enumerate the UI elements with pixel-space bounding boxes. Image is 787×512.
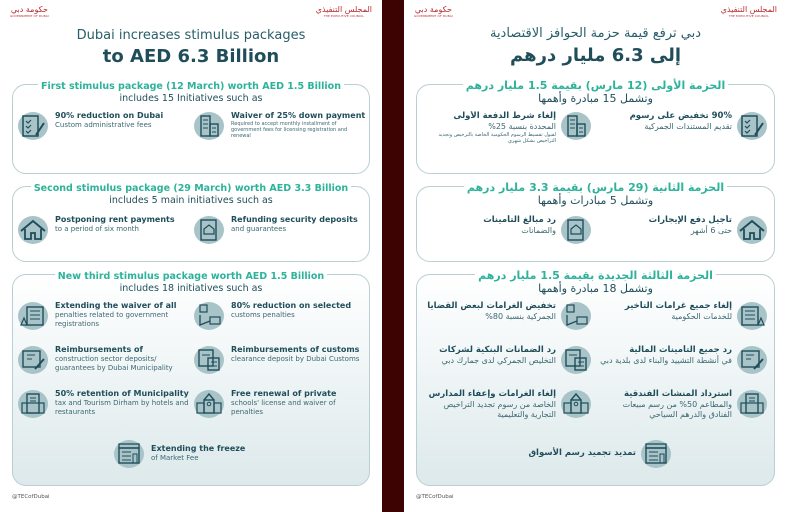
initiative-title: استرداد المنشآت الفندقية (623, 389, 732, 399)
initiative-item (193, 389, 367, 429)
panel-divider (382, 0, 404, 512)
twitter-handle: @TECofDubai (416, 494, 454, 500)
signed-certificate-icon (736, 345, 770, 375)
logo-en-text: THE EXECUTIVE COUNCIL (728, 14, 770, 19)
initiative-title: 90% تخفيض على رسوم (629, 111, 732, 121)
school-icon (193, 389, 227, 419)
page-title: دبي ترفع قيمة حزمة الحوافز الاقتصادية (489, 26, 702, 41)
initiative-title: رد مبالغ التأمينات (483, 215, 556, 225)
initiative-desc: customs penalties (231, 311, 295, 319)
initiative-item (504, 439, 674, 473)
initiative-desc: construction sector deposits/ guarantees by Dubai Municipality (55, 355, 173, 372)
package-card-first (416, 79, 775, 174)
customs-officer-icon (193, 301, 227, 331)
signed-certificate-icon (17, 345, 51, 375)
executive-council-logo (316, 6, 372, 19)
initiative-desc: clearance deposit by Dubai Customs (231, 355, 360, 363)
package-subheading: وتشمل 18 مبادرة وأهمها (538, 282, 653, 295)
package-subheading: includes 15 Initiatives such as (119, 93, 263, 104)
package-heading: الحزمة الثالثة الجديدة بقيمة 1.5 مليار درهم (475, 269, 716, 282)
initiative-item (17, 389, 189, 429)
initiative-title: Postponing rent payments (55, 215, 175, 224)
initiative-title: تأجيل دفع الإيجارات (648, 215, 732, 225)
customs-clearance-icon (560, 345, 594, 375)
customs-clearance-icon (193, 345, 227, 375)
initiative-title: تمديد تجميد رسم الأسواق (528, 448, 636, 458)
market-stall-icon (640, 439, 674, 469)
package-subheading: وتشمل 15 مبادرة وأهمها (538, 92, 653, 105)
house-deposit-icon (560, 215, 594, 245)
initiative-item (113, 439, 283, 473)
twitter-handle: @TECofDubai (12, 494, 50, 500)
registration-document-icon (17, 301, 51, 331)
initiative-desc: of Market Fee (151, 454, 199, 462)
initiative-title: Refunding security deposits (231, 215, 358, 224)
initiative-item (420, 345, 594, 385)
initiative-desc: حتى 6 أشهر (690, 226, 732, 235)
page-title-amount: إلى 6.3 مليار درهم (510, 45, 681, 66)
package-heading: الحزمة الأولى (12 مارس) بقيمة 1.5 مليار درهم (463, 79, 728, 92)
initiative-title: Free renewal of private (231, 389, 337, 398)
initiative-title: 50% retention of Municipality (55, 389, 189, 398)
initiative-item (17, 301, 189, 341)
initiative-desc: التخليص الجمركي لدى جمارك دبي (441, 356, 556, 365)
initiative-desc: والضمانات (521, 226, 556, 235)
government-of-dubai-logo (10, 6, 49, 19)
government-of-dubai-logo (414, 6, 453, 19)
market-stall-icon (113, 439, 147, 469)
logo-ar-text: المجلس التنفيذي (720, 5, 777, 14)
package-heading: الحزمة الثانية (29 مارس) بقيمة 3.3 مليار درهم (464, 181, 727, 194)
office-building-icon (560, 111, 594, 141)
house-deposit-icon (193, 215, 227, 245)
initiative-desc: تقديم المستندات الجمركية (644, 122, 732, 131)
initiative-item (598, 345, 770, 385)
logo-en-text: GOVERNMENT OF DUBAI (414, 14, 453, 19)
initiative-desc: schools' license and waiver of penalties (231, 399, 336, 416)
initiative-item (420, 389, 594, 429)
initiative-item (17, 111, 189, 169)
package-card-third (12, 271, 370, 486)
arabic-infographic (404, 0, 787, 512)
logo-en-text: GOVERNMENT OF DUBAI (10, 14, 49, 19)
page-title-amount: to AED 6.3 Billion (102, 46, 280, 67)
house-icon (736, 215, 770, 245)
initiative-item (598, 111, 770, 169)
initiative-title: إلغاء جميع غرامات التأخير (624, 301, 732, 311)
package-heading: First stimulus package (12 March) worth AED 1.5 Billion (38, 81, 344, 92)
package-subheading: includes 5 main initiatives such as (109, 195, 273, 206)
package-card-second (12, 183, 370, 262)
initiative-desc: المحددة بنسبة 25% (488, 122, 556, 131)
package-subheading: includes 18 initiatives such as (119, 283, 263, 294)
house-icon (17, 215, 51, 245)
initiative-desc: والمطاعم 50% من رسم مبيعات الفنادق والدرهم السياحي (622, 400, 732, 419)
initiative-desc: Custom administrative fees (55, 121, 152, 129)
page-title: Dubai increases stimulus packages (76, 28, 306, 43)
initiative-item (420, 301, 594, 341)
initiative-title: تخفيض الغرامات لبعض القضايا (427, 301, 556, 311)
initiative-title: Extending the freeze (151, 444, 246, 453)
initiative-desc: Required to accept monthly installment of government fees for licensing registration and renewal (231, 121, 348, 139)
package-heading: New third stimulus package worth AED 1.5 Billion (55, 271, 327, 282)
initiative-item (420, 215, 594, 255)
initiative-desc: tax and Tourism Dirham by hotels and restaurants (55, 399, 189, 416)
initiative-title: إلغاء شرط الدفعة الأولى (453, 111, 556, 121)
initiative-title: Extending the waiver of all (55, 301, 177, 310)
hotel-icon (17, 389, 51, 419)
logo-en-text: THE EXECUTIVE COUNCIL (323, 14, 365, 19)
logo-ar-text: حكومة دبي (414, 5, 452, 14)
initiative-item (193, 111, 367, 169)
initiative-title: رد الضمانات البنكية لشركات (439, 345, 556, 355)
package-heading: Second stimulus package (29 March) worth AED 3.3 Billion (31, 183, 351, 194)
initiative-title: 80% reduction on selected (231, 301, 352, 310)
customs-officer-icon (560, 301, 594, 331)
package-card-third (416, 269, 775, 486)
initiative-title: Reimbursements of customs (231, 345, 360, 354)
initiative-item (598, 389, 770, 429)
initiative-item (420, 111, 594, 169)
english-infographic (0, 0, 382, 512)
initiative-item (598, 215, 770, 255)
package-subheading: وتشمل 5 مبادرات وأهمها (537, 194, 654, 207)
initiative-item (193, 345, 367, 385)
initiative-desc: to a period of six month (55, 225, 139, 233)
initiative-title: إلغاء الغرامات وإعفاء المدارس (428, 389, 556, 399)
initiative-title: Reimbursements of (55, 345, 144, 354)
package-card-second (416, 181, 775, 262)
initiative-desc: penalties related to government registrations (55, 311, 169, 328)
initiative-item (17, 345, 189, 385)
document-checklist-icon (736, 111, 770, 141)
initiative-title: رد جميع التأمينات المالية (629, 345, 732, 355)
initiative-desc: في أنشطة التشييد والبناء لدى بلدية دبي (600, 356, 732, 365)
executive-council-logo (721, 6, 777, 19)
office-building-icon (193, 111, 227, 141)
initiative-title: Waiver of 25% down payment (231, 111, 366, 120)
package-card-first (12, 81, 370, 174)
registration-document-icon (736, 301, 770, 331)
initiative-desc: الخاصة من رسوم تجديد التراخيص التجارية والتعليمية (443, 400, 556, 419)
initiative-item (598, 301, 770, 341)
initiative-item (17, 215, 189, 255)
hotel-icon (736, 389, 770, 419)
initiative-item (193, 215, 367, 255)
document-checklist-icon (17, 111, 51, 141)
logo-ar-text: حكومة دبي (10, 5, 48, 14)
initiative-desc: and guarantees (231, 225, 287, 233)
initiative-item (193, 301, 367, 341)
initiative-title: 90% reduction on Dubai (55, 111, 164, 120)
initiative-desc: الجمركية بنسبة 80% (485, 312, 556, 321)
logo-ar-text: المجلس التنفيذي (315, 5, 372, 14)
school-icon (560, 389, 594, 419)
initiative-note: لقبول تقسيط الرسوم الحكومية الخاصة بالترخيص وتجديد التراخيص بشكل شهري (438, 132, 556, 144)
initiative-desc: للخدمات الحكومية (671, 312, 732, 321)
